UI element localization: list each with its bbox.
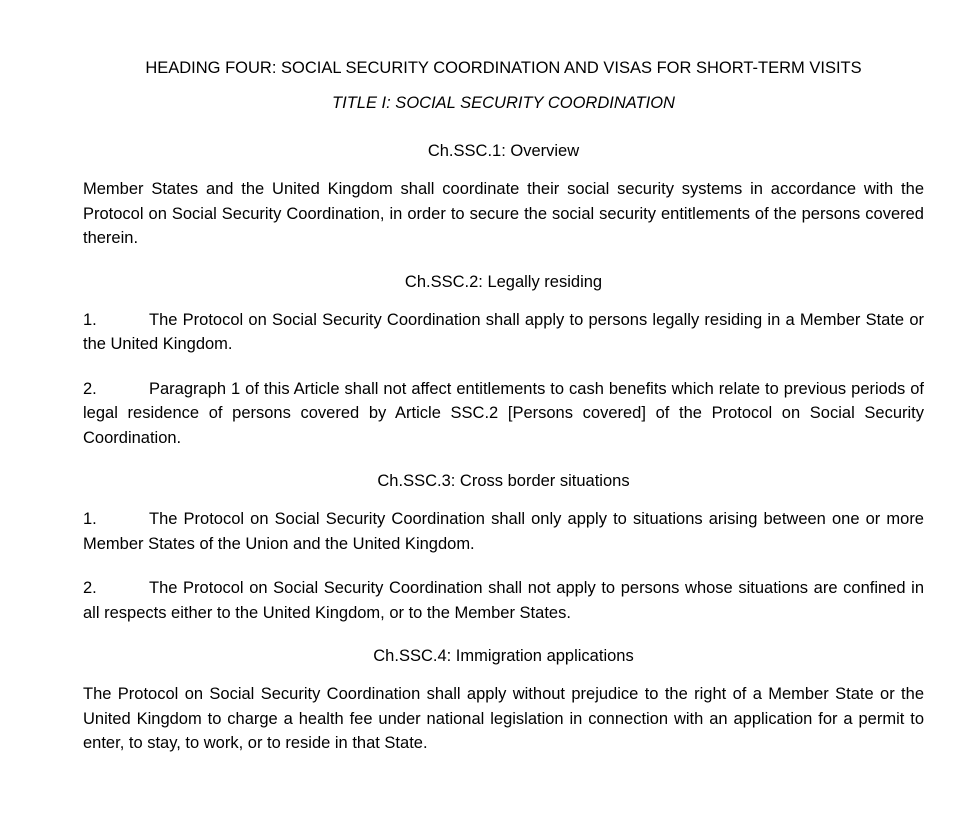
article-paragraph xyxy=(83,377,924,451)
paragraph-text: The Protocol on Social Security Coordination shall not apply to persons whose situations are confined in all respects either to the United Kingdom, or to the Member States. xyxy=(83,579,924,622)
paragraph-number: 2. xyxy=(83,379,97,398)
article-ssc-1 xyxy=(83,140,924,251)
article-ssc-3 xyxy=(83,470,924,625)
article-ssc-4 xyxy=(83,645,924,756)
article-paragraph xyxy=(83,507,924,556)
article-title: Ch.SSC.4: Immigration applications xyxy=(373,647,634,665)
paragraph-number: 2. xyxy=(83,579,97,597)
paragraph-number: 1. xyxy=(83,510,97,528)
article-paragraph xyxy=(83,177,924,251)
article-title: Ch.SSC.3: Cross border situations xyxy=(377,472,630,490)
paragraph-text: Member States and the United Kingdom shall coordinate their social security systems in accordance with the Protocol on Social Security Coordination, in order to secure the social security entitlements of the persons covered therein. xyxy=(83,180,924,247)
article-title: Ch.SSC.1: Overview xyxy=(427,142,580,160)
article-title: Ch.SSC.2: Legally residing xyxy=(404,272,603,291)
paragraph-text: Paragraph 1 of this Article shall not affect entitlements to cash benefits which relate to previous periods of legal residence of persons covered by Article SSC.2 [Persons covered] of the Protocol on Social Security Coordination. xyxy=(83,379,924,447)
paragraph-number: 1. xyxy=(83,310,97,329)
document-heading: HEADING FOUR: SOCIAL SECURITY COORDINATION AND VISAS FOR SHORT-TERM VISITS xyxy=(145,59,862,77)
article-paragraph xyxy=(83,308,924,357)
document-title: TITLE I: SOCIAL SECURITY COORDINATION xyxy=(332,94,675,112)
paragraph-text: The Protocol on Social Security Coordination shall apply to persons legally residing in a Member State or the United Kingdom. xyxy=(83,310,924,353)
paragraph-text: The Protocol on Social Security Coordination shall only apply to situations arising between one or more Member States of the Union and the United Kingdom. xyxy=(83,510,924,553)
article-paragraph xyxy=(83,682,924,756)
article-ssc-2 xyxy=(83,271,924,451)
paragraph-text: The Protocol on Social Security Coordination shall apply without prejudice to the right of a Member State or the United Kingdom to charge a health fee under national legislation in connection with an application for a permit to enter, to stay, to work, or to reside in that State. xyxy=(83,685,924,752)
article-paragraph xyxy=(83,576,924,625)
